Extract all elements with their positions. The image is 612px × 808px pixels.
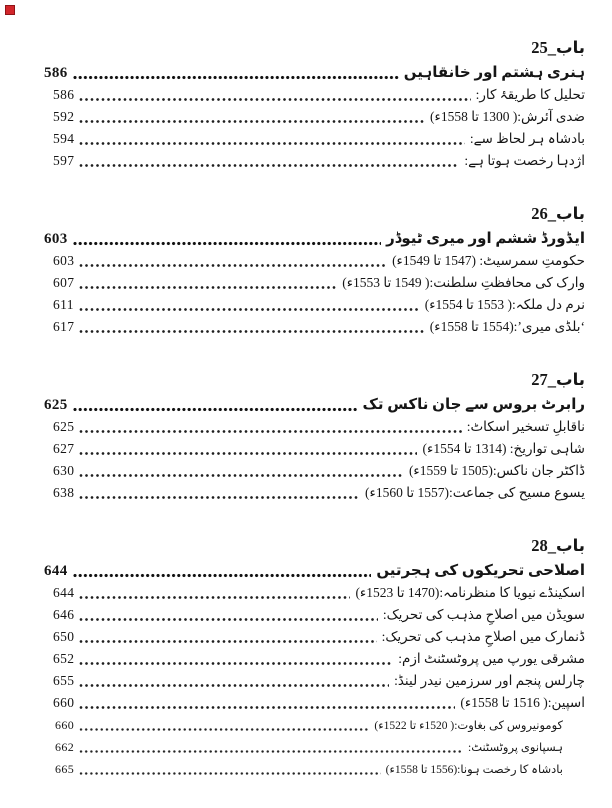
entry-title: اسپین:( 1516 تا 1558ء) (460, 695, 585, 710)
toc-entry (44, 460, 585, 482)
page-number: 607 (53, 275, 75, 290)
page-number: 627 (53, 441, 75, 456)
toc-chapter-row (44, 62, 585, 84)
page-number: 611 (53, 297, 74, 312)
dot-leader (79, 595, 350, 600)
page-number: 638 (53, 485, 75, 500)
dot-leader (79, 119, 425, 124)
dot-leader (79, 495, 360, 500)
entry-title: بادشاہ ہر لحاظ سے: (469, 131, 585, 146)
entry-title: شاہی تواریخ: (1314 تا 1554ء) (422, 441, 585, 456)
toc-entry (44, 294, 585, 316)
dot-leader (79, 451, 417, 456)
page-number: 646 (53, 607, 75, 622)
dot-leader (79, 163, 459, 168)
toc-entry (44, 250, 585, 272)
page-number: 597 (53, 153, 75, 168)
dot-leader (79, 617, 377, 622)
entry-title: اسکینڈے نیویا کا منظرنامہ:(1470 تا 1523ء) (355, 585, 585, 600)
chapter-title: اصلاحی تحریکوں کی ہجرتیں (376, 563, 585, 579)
entry-title: ڈاکٹر جان ناکس:(1505 تا 1559ء) (408, 463, 585, 478)
toc-entry (44, 648, 585, 670)
chapter-title: ایڈورڈ ششم اور میری ٹیوڈر (386, 231, 585, 247)
dot-leader (73, 573, 372, 578)
dot-leader (79, 307, 420, 312)
dot-leader (79, 749, 463, 754)
page-number: 603 (44, 231, 68, 247)
entry-title: حکومتِ سمرسیٹ: (1547 تا 1549ء) (392, 253, 585, 268)
page-number: 586 (44, 65, 68, 81)
chapter-section-26 (44, 200, 585, 338)
chapter-heading: باب_28 (531, 536, 585, 555)
toc-chapter-row (44, 394, 585, 416)
toc-entry (44, 692, 585, 714)
entry-title: وارک کی محافظتِ سلطنت:( 1549 تا 1553ء) (342, 275, 585, 290)
page-number: 660 (53, 695, 75, 710)
page-number: 586 (53, 87, 75, 102)
toc-entry (44, 670, 585, 692)
dot-leader (79, 705, 455, 710)
page-number: 644 (44, 563, 68, 579)
entry-title: نرم دل ملکہ:( 1553 تا 1554ء) (424, 297, 585, 312)
chapter-title: رابرٹ بروس سے جان ناکس تک (362, 397, 585, 413)
entry-title: چارلس پنجم اور سرزمین نیدر لینڈ: (394, 673, 585, 688)
entry-title: بادشاہ کا رخصت ہونا:(1556 تا 1558ء) (385, 764, 563, 776)
page-number: 625 (44, 397, 68, 413)
toc-entry (44, 272, 585, 294)
chapter-section-25 (44, 34, 585, 172)
dot-leader (79, 97, 470, 102)
entry-title: ‘بلڈی میری’:(1554 تا 1558ء) (429, 319, 585, 334)
dot-leader (79, 661, 393, 666)
toc-entry (44, 106, 585, 128)
toc-entry (44, 604, 585, 626)
page-number: 594 (53, 131, 75, 146)
entry-title: مشرقی یورپ میں پروٹسٹنٹ ازم: (398, 651, 585, 666)
chapter-title: ہنری ہشتم اور خانقاہیں (403, 65, 585, 81)
page-number: 592 (53, 109, 75, 124)
entry-title: ضدی آئرش:( 1300 تا 1558ء) (429, 109, 585, 124)
toc-sub-entry (44, 714, 585, 736)
dot-leader (79, 771, 380, 776)
entry-title: اژدہا رخصت ہوتا ہے: (464, 153, 585, 168)
page-number: 625 (53, 419, 75, 434)
dot-leader (73, 241, 381, 246)
chapter-heading: باب_27 (531, 370, 585, 389)
entry-title: کومونیروس کی بغاوت:( 1520ء تا 1522ء) (374, 720, 563, 732)
entry-title: سویڈن میں اصلاحِ مذہب کی تحریک: (382, 607, 585, 622)
toc-entry (44, 128, 585, 150)
page-number: 662 (55, 740, 75, 754)
toc-chapter-row (44, 228, 585, 250)
toc-entry (44, 582, 585, 604)
toc-chapter-row (44, 560, 585, 582)
toc-entry (44, 626, 585, 648)
dot-leader (79, 329, 424, 334)
dot-leader (73, 75, 399, 80)
entry-title: ہسپانوی پروٹسٹنٹ: (468, 742, 563, 754)
page-number: 630 (53, 463, 75, 478)
dot-leader (79, 429, 461, 434)
entry-title: تحلیل کا طریقۂ کار: (475, 87, 585, 102)
page-number: 652 (53, 651, 75, 666)
toc-entry (44, 438, 585, 460)
dot-leader (79, 473, 403, 478)
dot-leader (79, 263, 387, 268)
toc-entry (44, 316, 585, 338)
page-number: 660 (55, 718, 75, 732)
dot-leader (79, 285, 337, 290)
entry-title: ڈنمارک میں اصلاحِ مذہب کی تحریک: (381, 629, 585, 644)
page-number: 655 (53, 673, 75, 688)
dot-leader (79, 639, 376, 644)
page-number: 644 (53, 585, 75, 600)
dot-leader (79, 727, 369, 732)
dot-leader (79, 141, 464, 146)
chapter-section-28 (44, 532, 585, 780)
chapter-section-27 (44, 366, 585, 504)
dot-leader (79, 683, 389, 688)
entry-title: ناقابلِ تسخیر اسکاٹ: (466, 419, 585, 434)
page-number: 665 (55, 762, 75, 776)
toc-sub-entry (44, 736, 585, 758)
chapter-heading: باب_25 (531, 38, 585, 57)
red-corner-marker (5, 5, 15, 15)
toc-entry (44, 150, 585, 172)
page-number: 650 (53, 629, 75, 644)
page-number: 603 (53, 253, 75, 268)
toc-entry (44, 482, 585, 504)
dot-leader (73, 407, 358, 412)
page-number: 617 (53, 319, 75, 334)
chapter-heading: باب_26 (531, 204, 585, 223)
toc-sub-entry (44, 758, 585, 780)
table-of-contents (44, 34, 585, 808)
entry-title: یسوع مسیح کی جماعت:(1557 تا 1560ء) (365, 485, 585, 500)
toc-entry (44, 416, 585, 438)
toc-entry (44, 84, 585, 106)
